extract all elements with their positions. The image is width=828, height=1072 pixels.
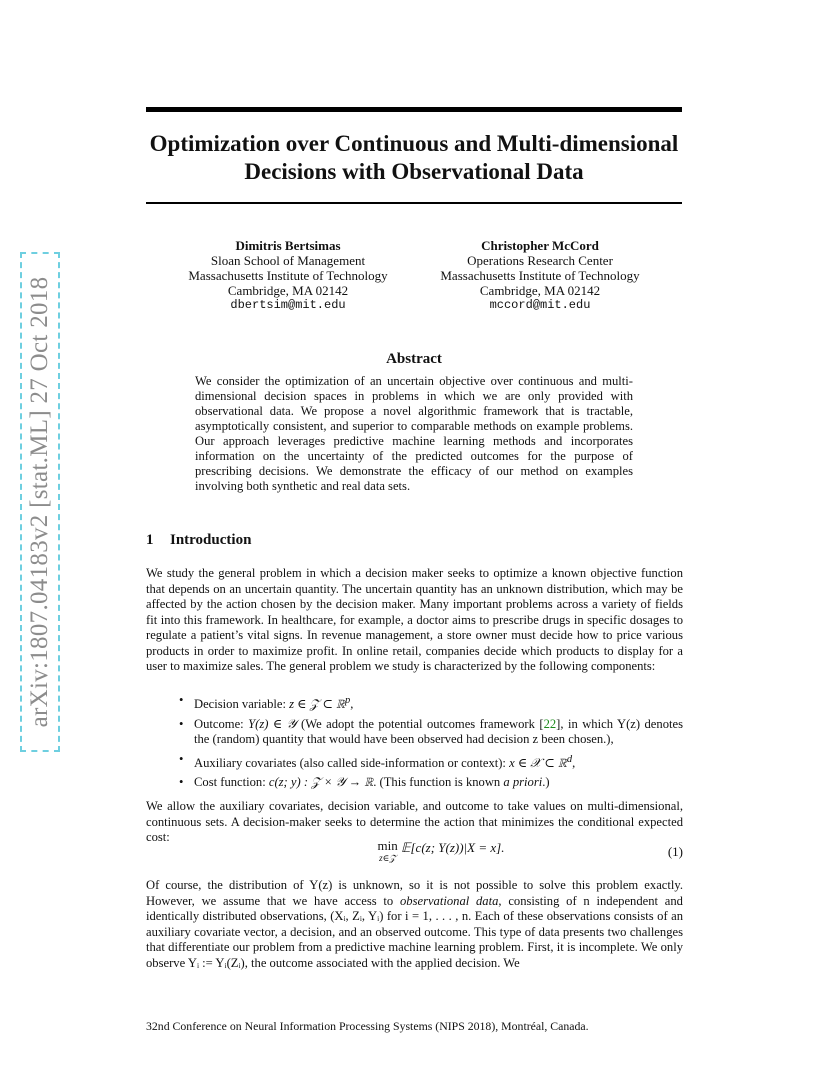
author-institution: Massachusetts Institute of Technology [440,268,640,283]
component-list [176,693,683,795]
author-block-2 [430,238,650,313]
author-institution: Massachusetts Institute of Technology [188,268,388,283]
title-line-2: Decisions with Observational Data [244,159,584,184]
intro-paragraph-1: We study the general problem in which a decision maker seeks to optimize a known objective function that depends on an uncertain quantity. The uncertain quantity has an unknown distribution, which may be affected by the action chosen by the decision maker. Many important problems across a variety of fields fit into this framework. In healthcare, for example, a doctor aims to prescribe drugs in specific dosages to regulate a patient’s vital signs. In revenue management, a store owner must decide how to price various products in order to maximize profit. In online retail, companies decide which products to display for a user to maximize sales. The general problem we study is characterized by the following components: [146,566,683,673]
section-heading [146,532,251,549]
section-number: 1 [146,532,154,548]
list-item: • Outcome: Y(z) ∈ 𝒴 (We adopt the potential outcomes framework [22], in which Y(z) denotes the (random) quantity that would have been observed had decision z been chosen.), [179,716,683,747]
author-block-1 [178,238,398,313]
list-item: • Decision variable: z ∈ 𝒵 ⊂ ℝ$^p$, [179,693,354,712]
list-item: • Auxiliary covariates (also called side-information or context): x ∈ 𝒳 ⊂ ℝ$^d$, [179,751,576,770]
equation-min: min [377,838,398,853]
intro-paragraph-2: We allow the auxiliary covariates, decision variable, and outcome to take values on multi-dimensional, continuous sets. A decision-maker seeks to determine the action that minimizes the conditional expected cost: [146,799,683,844]
equation-number: (1) [667,844,683,859]
section-title: Introduction [170,532,252,548]
author-affiliation: Operations Research Center [467,253,613,268]
abstract-heading: Abstract [386,351,442,367]
citation-link[interactable]: 22 [543,716,557,731]
author-affiliation: Sloan School of Management [210,253,366,268]
title-line-1: Optimization over Continuous and Multi-dimensional [149,131,679,156]
title-top-rule [146,107,682,112]
title-bottom-rule [146,202,682,204]
equation-1 [146,840,683,870]
author-email[interactable]: mccord@mit.edu [489,298,591,312]
intro-paragraph-3: Of course, the distribution of Y(z) is unknown, so it is not possible to solve this problem exactly. However, we assume that we have access to observational data, consisting of n independent and identically distributed observations, (Xᵢ, Zᵢ, Yᵢ) for i = 1, . . . , n. Each of these observations consists of an auxiliary covariate vector, a decision, and an observed outcome. This type of data presents two challenges that differentiate our problem from a predictive machine learning problem. First, it is incomplete. We only observe Yᵢ := Yᵢ(Zᵢ), the outcome associated with the applied decision. We [146,878,683,970]
author-address: Cambridge, MA 02142 [227,283,349,298]
equation-expression [341,840,541,864]
equation-subscript: z∈𝒵 [379,853,397,863]
bullet-icon: • [179,716,184,731]
bullet-icon: • [179,693,184,707]
author-name: Dimitris Bertsimas [235,238,341,253]
bullet-icon: • [179,775,184,790]
bullet-icon: • [179,751,184,766]
author-email[interactable]: dbertsim@mit.edu [230,298,346,312]
equation-body: 𝔼[c(z; Y(z))|X = x]. [401,840,505,855]
arxiv-side-stamp: arXiv:1807.04183v2 [stat.ML] 27 Oct 2018 [20,252,60,752]
conference-footer: 32nd Conference on Neural Information Processing Systems (NIPS 2018), Montréal, Canada. [146,1019,589,1033]
list-item: • Cost function: c(z; y) : 𝒵 × 𝒴 → ℝ. (This function is known a priori.) [179,775,550,790]
author-address: Cambridge, MA 02142 [479,283,601,298]
author-name: Christopher McCord [481,238,599,253]
paper-title [146,130,682,186]
abstract-text: We consider the optimization of an uncertain objective over continuous and multi-dimensional decision spaces in problems in which we are only provided with observational data. We propose a novel algorithmic framework that is tractable, asymptotically consistent, and superior to comparable methods on example problems. Our approach leverages predictive machine learning methods and incorporates information on the uncertainty of the predicted outcomes for the purpose of prescribing decisions. We demonstrate the efficacy of our method on examples involving both synthetic and real data sets. [195,374,633,493]
